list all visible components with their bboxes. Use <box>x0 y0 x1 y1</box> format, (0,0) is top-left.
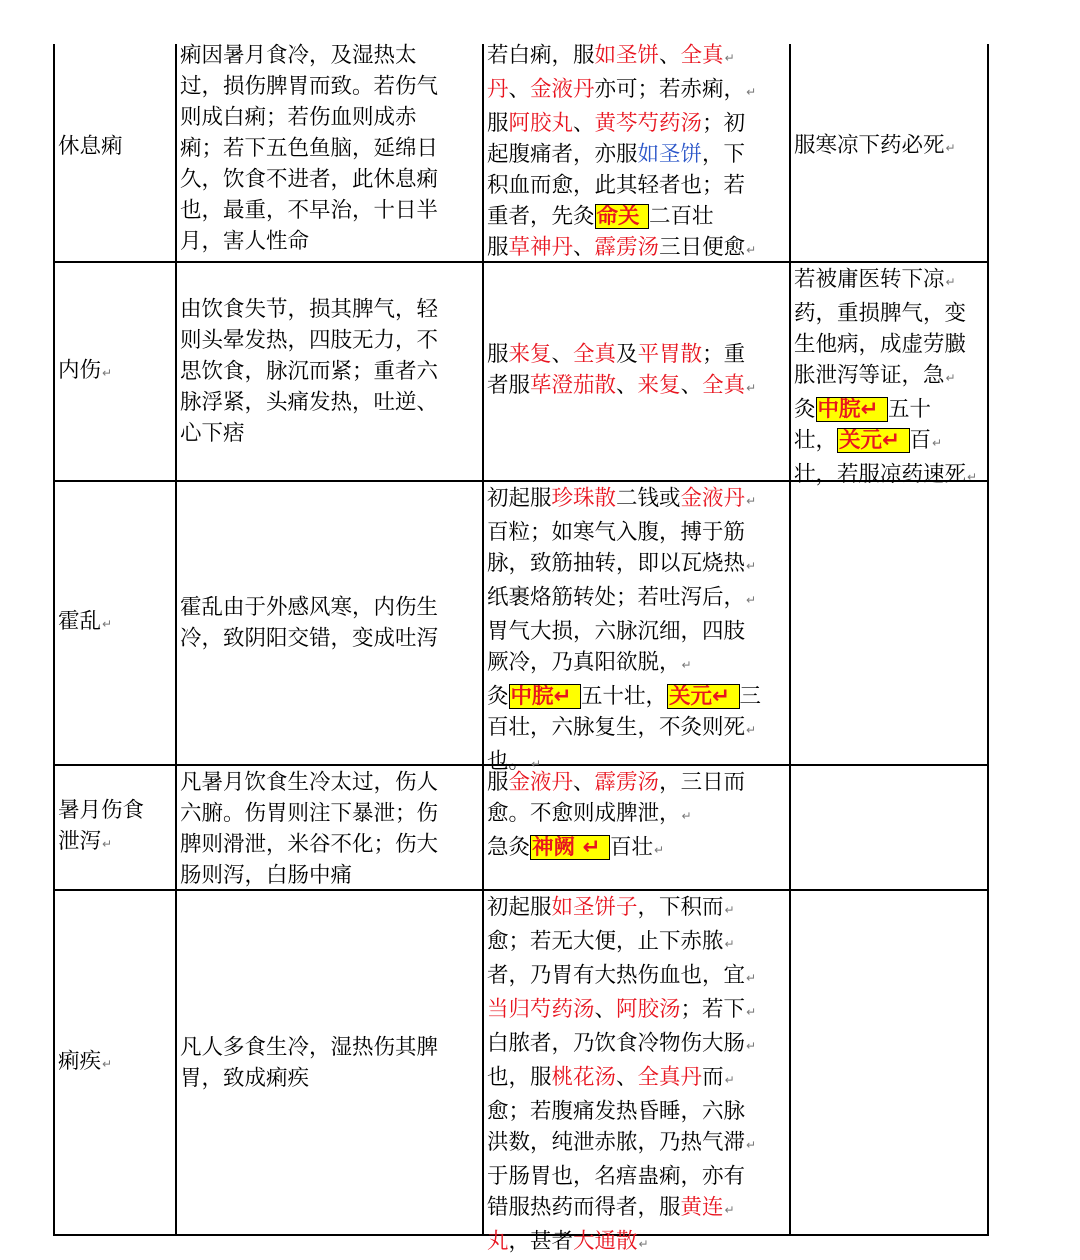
text-run: 金液丹 <box>680 486 746 511</box>
disease-name-text: 暑月伤食 <box>58 798 145 823</box>
disease-table <box>53 43 989 1254</box>
cause-text: 凡人多食生冷，湿热伤其脾 <box>180 1034 439 1060</box>
paragraph-mark: ↵ <box>746 593 757 607</box>
text-run: 服寒凉下药必死 <box>794 132 945 158</box>
text-run: 全真 <box>680 43 724 68</box>
text-run: 全真 <box>573 342 617 367</box>
treatment-cell <box>487 892 787 1254</box>
cause-text: 久，饮食不进者，此休息痢 <box>180 167 439 192</box>
paragraph-mark: ↵ <box>681 809 692 823</box>
text-run: 如圣饼子 <box>551 895 638 920</box>
text-run: 阿胶丸 <box>508 111 574 136</box>
acupoint-highlight: 中脘↵ <box>510 684 580 709</box>
disease-name-cell <box>58 892 173 1233</box>
disease-name-cell <box>58 264 173 479</box>
text-run: 服 <box>487 342 509 367</box>
cause-cell <box>180 767 480 888</box>
text-run: 当归芍药汤 <box>487 997 595 1022</box>
text-run: 服 <box>487 770 509 795</box>
disease-name <box>58 826 173 860</box>
cause-line <box>180 1032 480 1063</box>
text-run: 荜澄茄散 <box>530 373 617 398</box>
text-run: 者服 <box>487 373 531 398</box>
text-line <box>487 960 787 994</box>
text-run: 若白痢，服 <box>487 43 595 68</box>
cause-line <box>180 592 480 623</box>
cause-text: 脾则滑泄，米谷不化；伤大 <box>180 832 439 857</box>
cause-line <box>180 226 480 257</box>
text-run: 黄连 <box>680 1195 724 1220</box>
disease-name-cell <box>58 483 173 763</box>
paragraph-mark: ↵ <box>746 971 757 985</box>
grid-vertical-line <box>482 44 484 1235</box>
text-run: 全真丹 <box>637 1065 703 1090</box>
cause-line <box>180 164 480 195</box>
text-run: 、 <box>573 235 595 260</box>
text-line <box>794 360 985 394</box>
cause-text: 六腑。伤胃则注下暴泄；伤 <box>180 801 439 826</box>
cause-line <box>180 860 480 891</box>
text-run: ；初 <box>702 111 746 136</box>
cause-line <box>180 294 480 325</box>
text-run: 如圣饼 <box>637 142 703 167</box>
cause-line <box>180 767 480 798</box>
paragraph-mark: ↵ <box>724 937 735 951</box>
text-run: 平胃散 <box>637 342 703 367</box>
paragraph-mark: ↵ <box>102 1056 113 1071</box>
cause-line <box>180 133 480 164</box>
disease-name-text: 痢疾 <box>58 1048 102 1074</box>
disease-name-text: 霍乱 <box>58 609 102 634</box>
text-run: 来复 <box>508 342 552 367</box>
cause-line <box>180 623 480 654</box>
text-line <box>487 1161 787 1192</box>
text-line <box>487 1096 787 1127</box>
text-run: 急灸 <box>487 835 531 860</box>
cause-text: 则头晕发热，四肢无力，不 <box>180 328 439 353</box>
text-run: 愈。不愈则成脾泄， <box>487 801 681 826</box>
text-line <box>487 1192 787 1226</box>
paragraph-mark: ↵ <box>746 381 757 395</box>
note-cell <box>794 892 985 1233</box>
text-run: ，三日而 <box>659 770 746 795</box>
text-run: 珍珠散 <box>551 486 617 511</box>
disease-name-cell <box>58 767 173 888</box>
text-line <box>794 394 985 425</box>
cause-text: 痢因暑月食冷，及湿热太 <box>180 43 417 68</box>
cause-line <box>180 798 480 829</box>
text-run: 百壮 <box>610 835 654 860</box>
note-cell <box>794 40 985 253</box>
text-run: 若被庸医转下凉 <box>794 267 945 292</box>
text-line <box>487 370 787 404</box>
text-run: 生他病，成虚劳臌 <box>794 332 967 357</box>
cause-line <box>180 356 480 387</box>
cause-line <box>180 195 480 226</box>
disease-name-text: 内伤 <box>58 357 102 383</box>
text-run: 如圣饼 <box>594 43 660 68</box>
disease-name-text: 休息痢 <box>58 134 123 159</box>
text-run: ，甚者 <box>508 1229 574 1254</box>
paragraph-mark: ↵ <box>654 843 665 857</box>
text-run: 白脓者，乃饮食冷物伤大肠 <box>487 1031 746 1056</box>
text-run: 、 <box>659 43 681 68</box>
paragraph-mark: ↵ <box>945 371 956 385</box>
cause-text: 心下痞 <box>180 421 245 446</box>
text-run: 胀泄泻等证，急 <box>794 363 945 388</box>
text-run: 三日便愈 <box>659 235 746 260</box>
paragraph-mark: ↵ <box>746 1039 757 1053</box>
text-run: 百 <box>909 428 932 453</box>
disease-name <box>58 795 173 826</box>
treatment-cell <box>487 264 787 479</box>
text-run: 霹雳汤 <box>594 770 660 795</box>
text-run: 黄芩芍药汤 <box>594 111 703 136</box>
grid-vertical-line <box>987 44 989 1235</box>
text-line <box>487 616 787 647</box>
text-run: 、 <box>616 373 638 398</box>
paragraph-mark: ↵ <box>102 617 113 631</box>
text-run: ，下积而 <box>637 895 724 920</box>
text-run: 霹雳汤 <box>594 235 660 260</box>
text-line <box>487 681 787 712</box>
cause-cell <box>180 483 480 763</box>
disease-name <box>58 606 173 640</box>
cause-text: 冷，致阴阳交错，变成吐泻 <box>180 626 439 651</box>
text-run: 者，乃胃有大热伤血也，宜 <box>487 963 746 988</box>
paragraph-mark: ↵ <box>724 903 735 917</box>
text-run: 壮，若服凉药速死 <box>794 462 967 487</box>
text-line <box>487 892 787 926</box>
text-line <box>487 548 787 582</box>
text-line <box>487 108 787 139</box>
paragraph-mark: ↵ <box>967 470 978 484</box>
text-run: 洪数，纯泄赤脓，乃热气滞 <box>487 1130 746 1155</box>
cause-line <box>180 102 480 133</box>
text-run: 金液丹 <box>508 770 574 795</box>
grid-vertical-line <box>53 44 55 1235</box>
text-line <box>487 712 787 746</box>
treatment-cell <box>487 40 787 260</box>
text-line <box>794 425 985 459</box>
cause-text: 则成白痢；若伤血则成赤 <box>180 105 417 130</box>
text-run: 大通散 <box>573 1229 638 1254</box>
grid-vertical-line <box>789 44 791 1235</box>
treatment-cell <box>487 483 787 774</box>
cause-text: 脉浮紧，头痛发热，吐逆、 <box>180 390 439 415</box>
text-run: 、 <box>551 342 574 367</box>
text-run: 积血而愈，此其轻者也；若 <box>487 173 746 198</box>
text-line <box>794 264 985 298</box>
text-run: 丸 <box>487 1229 509 1254</box>
text-line <box>794 298 985 329</box>
cause-line <box>180 387 480 418</box>
text-run: 灸 <box>487 684 509 709</box>
text-line <box>487 1226 787 1260</box>
cause-line <box>180 71 480 102</box>
acupoint-highlight: 关元↵ <box>669 684 738 709</box>
paragraph-mark: ↵ <box>746 85 757 99</box>
text-run: 、 <box>616 1065 638 1090</box>
paragraph-mark: ↵ <box>945 275 956 289</box>
cause-text: 过，损伤脾胃而致。若伤气 <box>180 74 439 99</box>
text-line <box>487 1127 787 1161</box>
text-run: 二百壮 <box>649 204 714 229</box>
note-cell <box>794 767 985 888</box>
text-run: ，下 <box>702 142 746 167</box>
cause-line <box>180 829 480 860</box>
cause-cell <box>180 892 480 1233</box>
text-run: 三 <box>739 684 762 709</box>
text-run: 百粒；如寒气入腹，搏于筋 <box>487 520 746 545</box>
text-line <box>487 170 787 201</box>
cause-text: 月，害人性命 <box>180 229 310 254</box>
disease-name <box>58 131 173 162</box>
text-run: 胃气大损，六脉沉细，四肢 <box>487 619 746 644</box>
text-run: 五十 <box>888 397 932 422</box>
text-line <box>487 798 787 832</box>
text-line <box>487 232 787 266</box>
treatment-cell <box>487 767 787 888</box>
paragraph-mark: ↵ <box>102 365 113 380</box>
text-line <box>487 74 787 108</box>
grid-vertical-line <box>175 44 177 1235</box>
text-run: 阿胶汤 <box>616 997 681 1022</box>
cause-text: 由饮食失节，损其脾气，轻 <box>180 297 439 322</box>
paragraph-mark: ↵ <box>932 436 943 450</box>
text-run: 错服热药而得者，服 <box>487 1195 681 1220</box>
text-run: 也，服 <box>487 1065 552 1090</box>
paragraph-mark: ↵ <box>531 757 542 771</box>
text-run: 、 <box>573 770 595 795</box>
text-line <box>487 1062 787 1096</box>
disease-name <box>58 1046 173 1080</box>
text-run: 百壮，六脉复生，不灸则死 <box>487 715 746 740</box>
text-line <box>487 832 787 866</box>
text-run: 重者，先灸 <box>487 204 595 229</box>
cause-line <box>180 40 480 71</box>
cause-text: 痢；若下五色鱼脑，延绵日 <box>180 136 439 161</box>
note-cell <box>794 483 985 763</box>
text-run: 桃花汤 <box>551 1065 617 1090</box>
paragraph-mark: ↵ <box>746 494 757 508</box>
text-line <box>487 517 787 548</box>
text-run: ；若下 <box>680 997 746 1022</box>
text-run: 金液丹 <box>530 77 595 102</box>
cause-line <box>180 1063 480 1094</box>
text-run: 草神丹 <box>508 235 574 260</box>
text-run: 也。 <box>487 749 531 774</box>
disease-name <box>58 355 173 389</box>
paragraph-mark: ↵ <box>724 1073 735 1087</box>
paragraph-mark: ↵ <box>102 837 113 851</box>
text-line <box>487 40 787 74</box>
acupoint-highlight: 中脘↵ <box>817 397 887 422</box>
text-line <box>487 647 787 681</box>
text-run: 来复 <box>637 373 681 398</box>
text-line <box>487 926 787 960</box>
paragraph-mark: ↵ <box>681 658 692 672</box>
text-run: 厥冷，乃真阳欲脱， <box>487 650 681 675</box>
text-run: 、 <box>508 77 531 102</box>
text-run: 愈；若腹痛发热昏睡，六脉 <box>487 1099 746 1124</box>
text-run: 初起服 <box>487 895 552 920</box>
text-run: 五十壮， <box>581 684 668 709</box>
cause-line <box>180 325 480 356</box>
text-run: 灸 <box>794 397 816 422</box>
text-run: 纸裹烙筋转处；若吐泻后， <box>487 585 746 610</box>
text-run: ；重 <box>702 342 746 367</box>
disease-name-text: 泄泻 <box>58 829 102 854</box>
text-run: 丹 <box>487 77 509 102</box>
cause-text: 凡暑月饮食生冷太过，伤人 <box>180 770 439 795</box>
disease-name-cell <box>58 40 173 253</box>
cause-cell <box>180 264 480 479</box>
paragraph-mark: ↵ <box>945 140 956 155</box>
paragraph-mark: ↵ <box>746 1005 757 1019</box>
note-cell <box>794 264 985 487</box>
text-run: 、 <box>594 997 617 1022</box>
text-run: 、 <box>680 373 703 398</box>
text-run: 起腹痛者，亦服 <box>487 142 638 167</box>
text-run: 服 <box>487 111 509 136</box>
cause-text: 肠则泻，白肠中痛 <box>180 863 353 888</box>
acupoint-highlight: 神阙 ↵ <box>532 835 609 860</box>
paragraph-mark: ↵ <box>746 559 757 573</box>
text-run: 愈；若无大便，止下赤脓 <box>487 929 724 954</box>
text-line <box>487 767 787 798</box>
text-run: 于肠胃也，名痦蛊痢，亦有 <box>487 1164 746 1189</box>
text-run: 壮， <box>794 428 838 453</box>
cause-cell <box>180 40 480 253</box>
text-run: 及 <box>616 342 638 367</box>
text-line <box>794 329 985 360</box>
text-line <box>487 201 787 232</box>
cause-text: 也，最重，不早治，十日半 <box>180 198 439 223</box>
text-run: 二钱或 <box>616 486 681 511</box>
cause-line <box>180 418 480 449</box>
text-run: 脉，致筋抽转，即以瓦烧热 <box>487 551 746 576</box>
text-line <box>487 582 787 616</box>
text-run: 、 <box>573 111 595 136</box>
text-line <box>487 994 787 1028</box>
text-run: 药，重损脾气，变 <box>794 301 967 326</box>
paragraph-mark: ↵ <box>638 1237 649 1251</box>
paragraph-mark: ↵ <box>746 1138 757 1152</box>
paragraph-mark: ↵ <box>724 51 735 65</box>
text-run: 初起服 <box>487 486 552 511</box>
cause-text: 霍乱由于外感风寒，内伤生 <box>180 595 439 620</box>
text-line <box>487 1028 787 1062</box>
text-line <box>487 483 787 517</box>
text-run: 亦可；若赤痢， <box>594 77 746 102</box>
text-line <box>794 130 985 164</box>
text-run: 全真 <box>702 373 746 398</box>
acupoint-highlight: 命关 <box>596 204 648 229</box>
cause-text: 思饮食，脉沉而紧；重者六 <box>180 359 439 384</box>
paragraph-mark: ↵ <box>746 243 757 257</box>
text-run: 服 <box>487 235 509 260</box>
paragraph-mark: ↵ <box>724 1203 735 1217</box>
text-line <box>487 139 787 170</box>
text-run: 而 <box>702 1065 724 1090</box>
text-line <box>487 339 787 370</box>
cause-text: 胃，致成痢疾 <box>180 1065 310 1091</box>
acupoint-highlight: 关元↵ <box>839 428 908 453</box>
paragraph-mark: ↵ <box>746 723 757 737</box>
